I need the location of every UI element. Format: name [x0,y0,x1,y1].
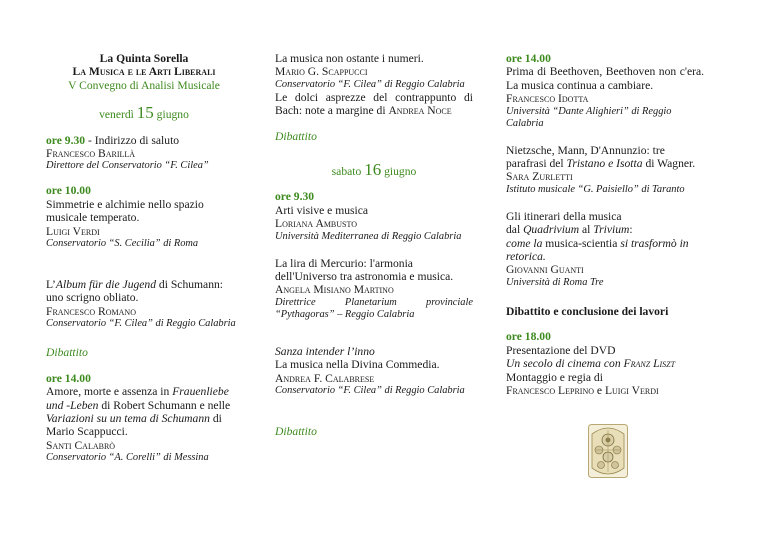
dvd-directors [506,384,704,397]
speaker-name: Santi Calabrò [46,438,116,452]
speaker-name: Giovanni Guanti [506,263,584,277]
event-text: La musica non ostante i numeri. [275,52,424,65]
speaker-affiliation: Conservatorio “S. Cecilia” di Roma [46,238,199,250]
event-text-part: e [594,383,605,397]
dvd-title [506,357,704,370]
event-text-part: di Schumann: uno scrigno obliato. [46,278,224,305]
event-text-part: come la [506,236,543,250]
speaker-name: Luigi Verdi [46,224,100,238]
event-text-part: di Mario Scappucci. [46,411,222,439]
work-title: Album für die Jugend [55,278,157,292]
day-heading-friday [46,103,242,123]
day-month: giugno [384,165,417,179]
event-text [506,237,704,264]
decorative-seal-icon [588,424,628,478]
speaker-name: Luigi Verdi [604,383,659,397]
speaker-name: Andrea F. Calabrese [275,371,375,385]
event-time: ore 10.00 [46,184,91,198]
event-text: Prima di Beethoven, Beethoven non c'era. La musica continua a cambiare. [506,65,704,92]
event-time: ore 18.00 [506,330,551,344]
work-title: Sanza intender l’inno [275,344,375,358]
speaker-name: Loriana Ambusto [275,217,358,231]
event-welcome [46,134,242,173]
speaker-name: Angela Misiano Martino [275,283,394,297]
speaker-name: Sara Zurletti [506,170,573,184]
dvd-title-name: Franz Liszt [623,357,676,371]
event-verdi [46,184,242,250]
speaker-affiliation: Direttrice Planetarium provinciale “Pythagoras” – Reggio Calabria [275,296,473,320]
event-text-part: Nietzsche, Mann, D'Annunzio: tre parafrasi del [506,143,665,171]
column-friday [46,52,242,464]
event-text: Simmetrie e alchimie nello spazio musicale temperato. [46,197,204,225]
event-dvd [506,330,704,397]
program-title: La Quinta Sorella [99,52,189,65]
dibattito-label: Dibattito [46,346,88,360]
event-calabro [46,372,242,464]
event-text: La musica nella Divina Commedia. [275,358,440,372]
day-word: venerdì [99,108,134,122]
dibattito-label: Dibattito [275,129,317,143]
speaker-affiliation: Conservatorio “F. Cilea” di Reggio Calabria [275,385,465,397]
event-text-part: dal [506,223,524,237]
event-text: La lira di Mercurio: l'armonia dell'Universo tra astronomia e musica. [275,256,454,284]
day-number: 15 [136,103,154,123]
event-noce [275,91,473,118]
event-text [46,278,242,305]
work-title: Trivium [593,223,630,237]
event-text: - Indirizzo di saluto [85,133,180,147]
speaker-name: Francesco Barillà [46,147,136,161]
day-word: sabato [331,165,362,179]
event-ambusto [275,190,473,242]
event-time: ore 14.00 [506,52,551,65]
speaker-affiliation: Istituto musicale “G. Paisiello” di Taranto [506,183,685,195]
speaker-affiliation: Conservatorio “F. Cilea” di Reggio Calabria [275,78,465,90]
day-month: giugno [156,108,189,122]
day-heading-saturday [275,160,473,180]
event-text: Le dolci asprezze del contrappunto di Bach: note a margine di [275,90,473,118]
event-text [46,385,242,439]
event-time: ore 9.30 [275,190,315,204]
event-text: Arti visive e musica [275,203,369,217]
speaker-name: Francesco Idotta [506,92,589,106]
event-text [506,144,704,171]
event-text: Gli itinerari della musica [506,209,622,223]
speaker-affiliation: Conservatorio “A. Corelli” di Messina [46,452,209,464]
event-idotta [506,52,704,130]
speaker-affiliation: Direttore del Conservatorio “F. Cilea” [46,160,209,172]
event-misiano [275,257,473,321]
event-romano [46,278,242,330]
speaker-affiliation: Conservatorio “F. Cilea” di Reggio Calabria [46,318,236,330]
event-text-part: si trasformò in retorica. [506,236,689,264]
event-text: Montaggio e regia di [506,370,603,384]
column-saturday-afternoon [506,52,704,397]
column-friday-saturday [275,52,473,439]
event-text-part: : [629,223,633,237]
event-text-part: Amore, morte e assenza in [46,385,173,399]
event-time: ore 14.00 [46,371,91,385]
speaker-name: Francesco Leprino [506,383,594,397]
event-text-part: di Wagner. [642,157,696,171]
event-text-part: di Robert Schumann e nelle [98,398,231,412]
event-text-part: musica-scientia [542,236,621,250]
event-text-part: al [579,223,594,237]
event-text-part: L’ [46,278,56,292]
speaker-name: Mario G. Scappucci [275,65,368,79]
closing-label: Dibattito e conclusione dei lavori [506,304,669,318]
event-time: ore 9.30 [46,133,86,147]
speaker-name: Andrea Noce [388,104,452,118]
event-scappucci [275,52,473,91]
work-title: Tristano e Isotta [566,157,643,171]
work-title: Frauenliebe und -Leben [46,385,229,412]
event-guanti [506,210,704,289]
event-text: Presentazione del DVD [506,343,616,357]
program-subtitle: La Musica e le Arti Liberali [72,65,216,79]
speaker-affiliation: Università Mediterranea di Reggio Calabria [275,230,462,242]
work-title: Quadrivium [523,223,580,237]
event-calabrese [275,345,473,397]
speaker-affiliation: Università “Dante Alighieri” di Reggio Calabria [506,105,672,129]
convegno-label: V Convegno di Analisi Musicale [68,78,220,92]
event-zurletti [506,144,704,196]
work-title: Variazioni su un tema di Schumann [46,411,210,425]
dvd-title-text: Un secolo di cinema con [506,357,624,371]
dibattito-label: Dibattito [275,425,317,439]
day-number: 16 [364,160,382,180]
speaker-name: Francesco Romano [46,304,136,318]
speaker-affiliation: Università di Roma Tre [506,276,604,288]
event-text [506,223,704,236]
